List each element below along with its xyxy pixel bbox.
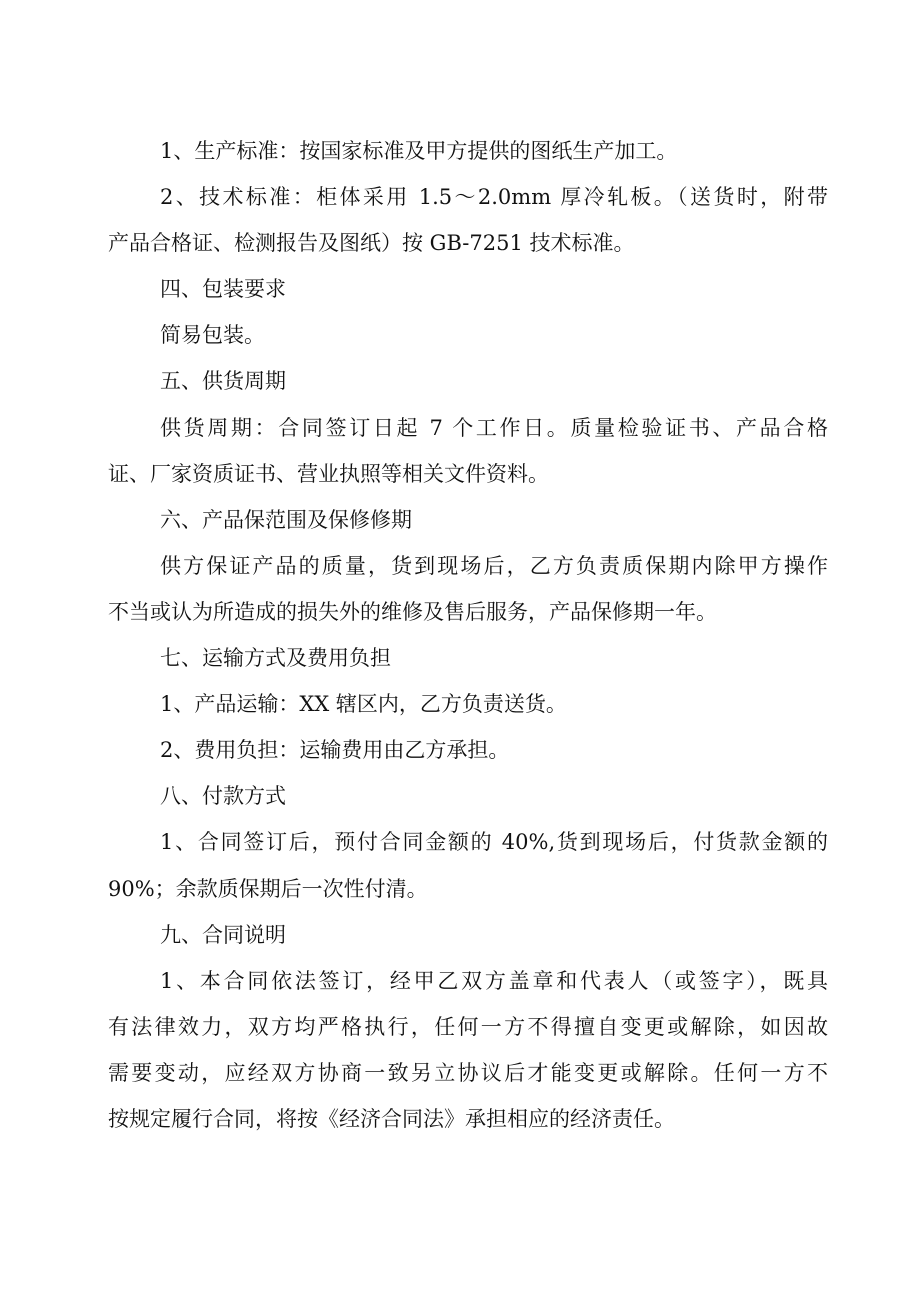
paragraph-transport [108, 681, 828, 727]
paragraph-contract-notes [108, 958, 828, 1142]
section-heading: 四、包装要求 [160, 277, 286, 302]
text-line: 1、本合同依法签订，经甲乙双方盖章和代表人（或签字），既具 [160, 968, 828, 993]
section-heading: 五、供货周期 [160, 369, 286, 394]
heading-packaging [108, 266, 828, 312]
text-line: 2、技术标准：柜体采用 1.5～2.0mm 厚冷轧板。（送货时，附带 [160, 185, 828, 210]
text-line: 不当或认为所造成的损失外的维修及售后服务，产品保修期一年。 [108, 599, 717, 624]
text-line: 有法律效力，双方均严格执行，任何一方不得擅自变更或解除，如因故 [108, 1014, 828, 1039]
heading-supply-period [108, 358, 828, 404]
text-line: 供货周期：合同签订日起 7 个工作日。质量检验证书、产品合格 [160, 415, 828, 440]
section-heading: 六、产品保范围及保修修期 [160, 507, 412, 532]
text-line: 2、费用负担：运输费用由乙方承担。 [160, 738, 510, 763]
text-line: 证、厂家资质证书、营业执照等相关文件资料。 [108, 461, 549, 486]
section-heading: 八、付款方式 [160, 784, 286, 809]
text-line: 简易包装。 [160, 323, 265, 348]
paragraph-warranty [108, 543, 828, 635]
text-line: 1、生产标准：按国家标准及甲方提供的图纸生产加工。 [160, 139, 678, 163]
paragraph-production-standard [108, 128, 828, 174]
text-line: 1、产品运输：XX 辖区内，乙方负责送货。 [160, 692, 567, 717]
text-line: 1、合同签订后，预付合同金额的 40%,货到现场后，付货款金额的 [160, 830, 828, 855]
section-heading: 九、合同说明 [160, 922, 286, 947]
heading-contract-notes [108, 912, 828, 958]
heading-warranty [108, 497, 828, 543]
text-line: 需要变动，应经双方协商一致另立协议后才能变更或解除。任何一方不 [108, 1060, 828, 1085]
text-line: 产品合格证、检测报告及图纸）按 GB-7251 技术标准。 [108, 231, 635, 256]
text-line: 供方保证产品的质量，货到现场后，乙方负责质保期内除甲方操作 [160, 553, 828, 578]
document-body [108, 128, 828, 1142]
text-line: 90%；余款质保期后一次性付清。 [108, 876, 428, 901]
paragraph-packaging [108, 312, 828, 358]
paragraph-payment [108, 819, 828, 911]
paragraph-cost [108, 727, 828, 773]
section-heading: 七、运输方式及费用负担 [160, 646, 391, 671]
heading-payment [108, 773, 828, 819]
paragraph-technical-standard [108, 174, 828, 266]
paragraph-supply-period [108, 405, 828, 497]
text-line: 按规定履行合同，将按《经济合同法》承担相应的经济责任。 [108, 1106, 675, 1131]
heading-transport [108, 635, 828, 681]
